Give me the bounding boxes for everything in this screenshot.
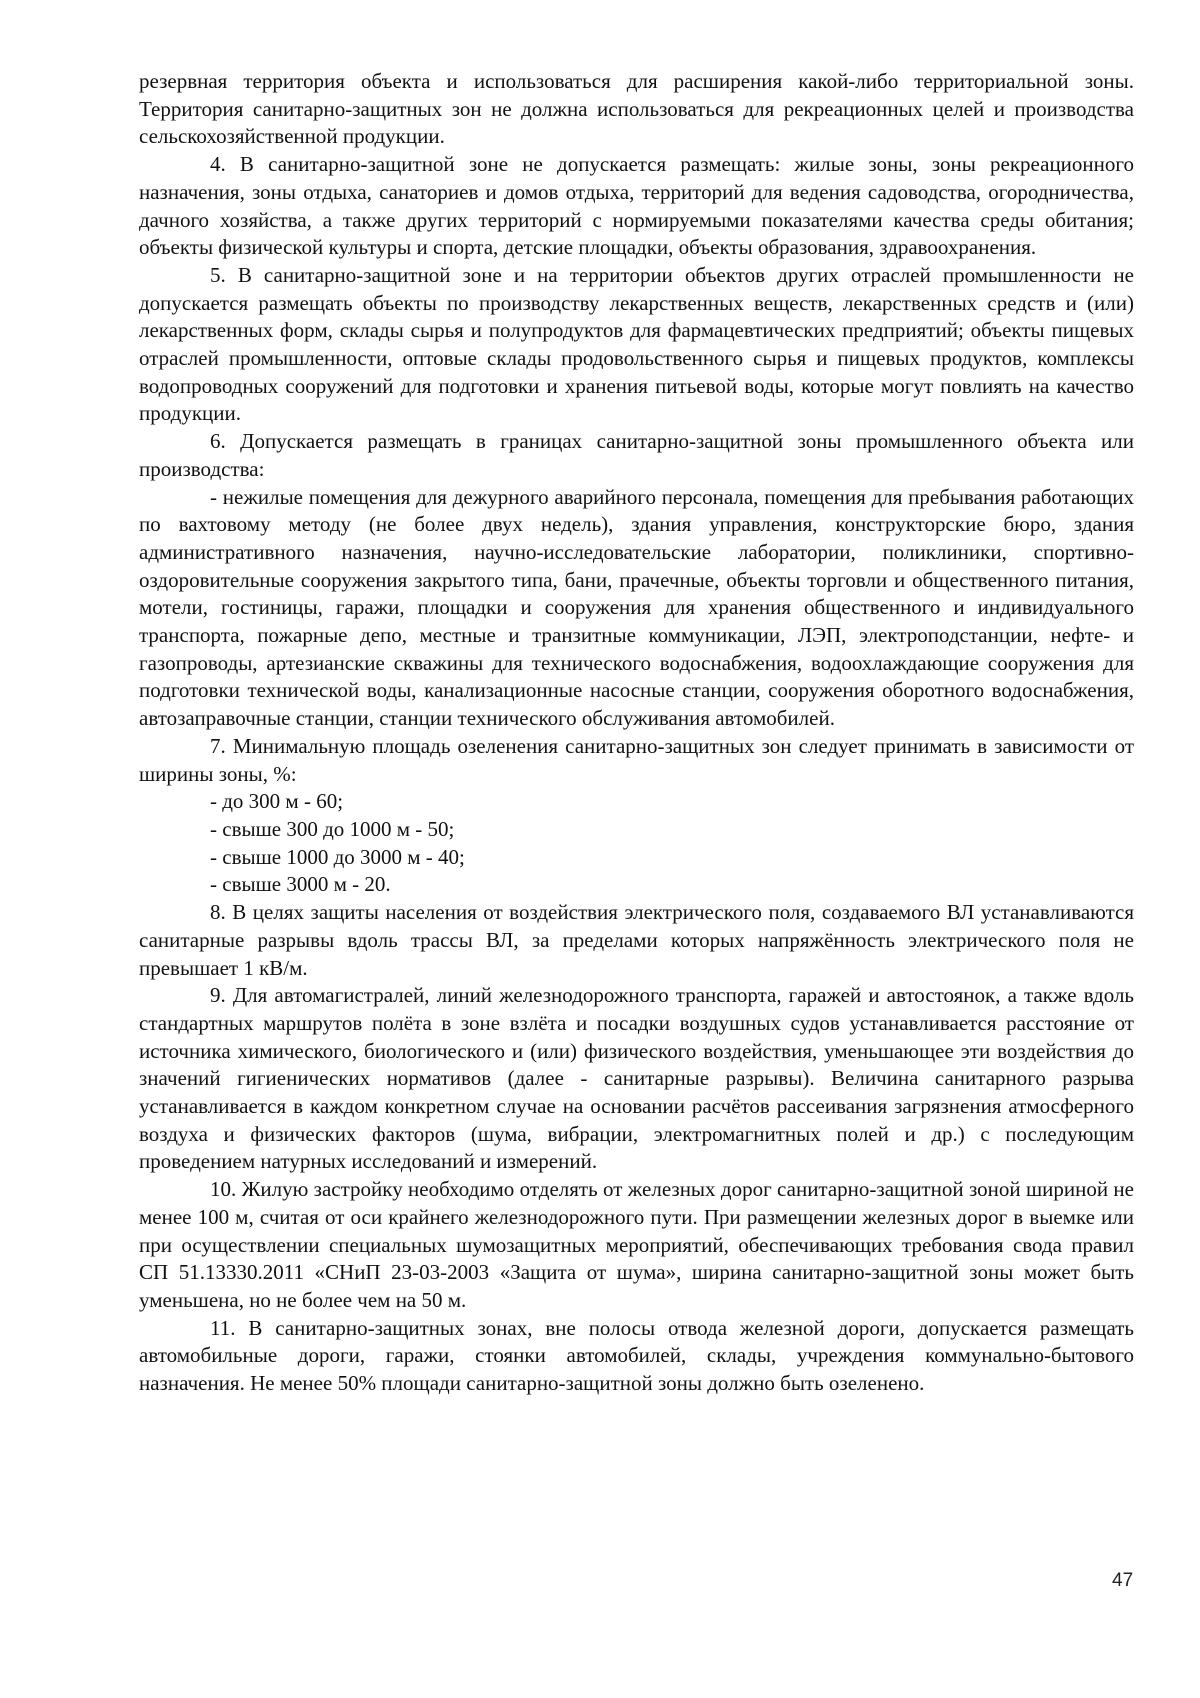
list-item: - свыше 300 до 1000 м - 50; bbox=[210, 816, 455, 841]
list-item: - свыше 1000 до 3000 м - 40; bbox=[210, 844, 465, 869]
paragraph-item-6-list: - нежилые помещения для дежурного аварийного персонала, помещения для пребывания работающих по вахтовому методу (не более двух недель), здания управления, конструкторские бюро, здания административного назначения, научно-исследовательские лаборатории, поликлиники, спортивно-оздоровительные сооружения закрытого типа, бани, прачечные, объекты торговли и общественного питания, мотели, гостиницы, гаражи, площадки и сооружения для хранения общественного и индивидуального транспорта, пожарные депо, местные и транзитные коммуникации, ЛЭП, электроподстанции, нефте- и газопроводы, артезианские скважины для технического водоснабжения, водоохлаждающие сооружения для подготовки технической воды, канализационные насосные станции, сооружения оборотного водоснабжения, автозаправочные станции, станции технического обслуживания автомобилей. bbox=[139, 484, 1134, 731]
paragraph-item-9: 9. Для автомагистралей, линий железнодорожного транспорта, гаражей и автостоянок, а также вдоль стандартных маршрутов полёта в зоне взлёта и посадки воздушных судов устанавливается расстояние от источника химического, биологического и (или) физического воздействия, уменьшающее эти воздействия до значений гигиенических нормативов (далее - санитарные разрывы). Величина санитарного разрыва устанавливается в каждом конкретном случае на основании расчётов рассеивания загрязнения атмосферного воздуха и физических факторов (шума, вибрации, электромагнитных полей и др.) с последующим проведением натурных исследований и измерений. bbox=[139, 983, 1134, 1174]
list-item: - до 300 м - 60; bbox=[210, 789, 344, 814]
paragraph-item-8: 8. В целях защиты населения от воздействия электрического поля, создаваемого ВЛ устанавливаются санитарные разрывы вдоль трассы ВЛ, за пределами которых напряжённость электрического поля не превышает 1 кВ/м. bbox=[139, 900, 1134, 980]
paragraph-item-6: 6. Допускается размещать в границах санитарно-защитной зоны промышленного объекта или производства: bbox=[139, 429, 1134, 481]
paragraph-item-11: 11. В санитарно-защитных зонах, вне полосы отвода железной дороги, допускается размещать автомобильные дороги, гаражи, стоянки автомобилей, склады, учреждения коммунально-бытового назначения. Не менее 50% площади санитарно-защитной зоны должно быть озеленено. bbox=[139, 1315, 1134, 1396]
paragraph-item-10: 10. Жилую застройку необходимо отделять от железных дорог санитарно-защитной зоной шириной не менее 100 м, считая от оси крайнего железнодорожного пути. При размещении железных дорог в выемке или при осуществлении специальных шумозащитных мероприятий, обеспечивающих требования свода правил СП 51.13330.2011 «СНиП 23-03-2003 «Защита от шума», ширина санитарно-защитной зоны может быть уменьшена, но не более чем на 50 м. bbox=[139, 1177, 1134, 1312]
paragraph-item-5: 5. В санитарно-защитной зоне и на территории объектов других отраслей промышленности не допускается размещать объекты по производству лекарственных веществ, лекарственных средств и (или) лекарственных форм, склады сырья и полупродуктов для фармацевтических предприятий; объекты пищевых отраслей промышленности, оптовые склады продовольственного сырья и пищевых продуктов, комплексы водопроводных сооружений для подготовки и хранения питьевой воды, которые могут повлиять на качество продукции. bbox=[139, 262, 1134, 426]
list-item: - свыше 3000 м - 20. bbox=[210, 872, 391, 897]
greening-list bbox=[139, 788, 1134, 899]
page-number: 47 bbox=[1112, 1570, 1134, 1591]
paragraph-continuation: резервная территория объекта и использоваться для расширения какой-либо территориальной зоны. Территория санитарно-защитных зон не должна использоваться для рекреационных целей и производства сельскохозяйственной продукции. bbox=[139, 69, 1134, 149]
paragraph-item-4: 4. В санитарно-защитной зоне не допускается размещать: жилые зоны, зоны рекреационного назначения, зоны отдыха, санаториев и домов отдыха, территорий для ведения садоводства, огородничества, дачного хозяйства, а также других территорий с нормируемыми показателями качества среды обитания; объекты физической культуры и спорта, детские площадки, объекты образования, здравоохранения. bbox=[139, 152, 1134, 260]
paragraph-item-7: 7. Минимальную площадь озеленения санитарно-защитных зон следует принимать в зависимости от ширины зоны, %: bbox=[139, 733, 1134, 786]
document-page bbox=[139, 68, 1134, 1398]
